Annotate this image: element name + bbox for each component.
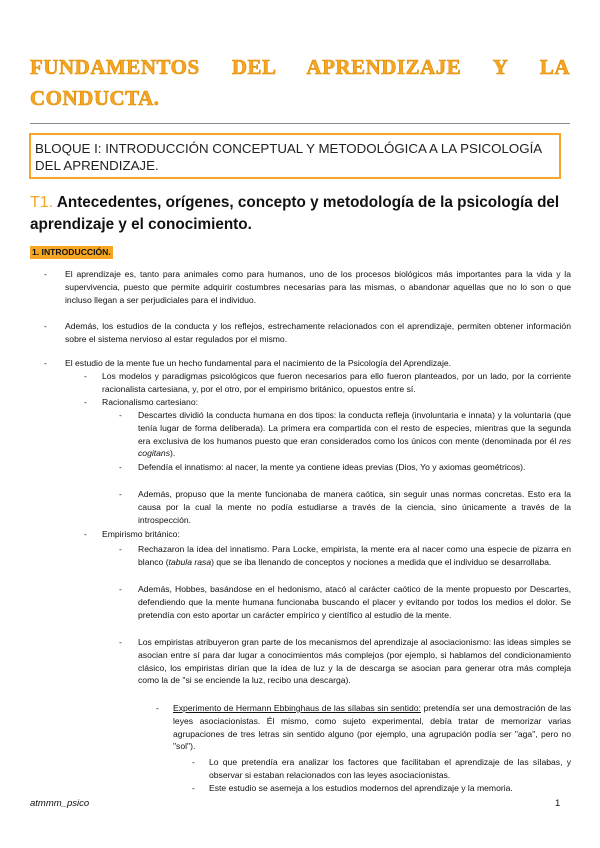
heading-empirismo: Empirismo británico:	[102, 529, 180, 539]
title-divider	[30, 123, 570, 124]
ebbinghaus-experiment-title: Experimento de Hermann Ebbinghaus de las sílabas sin sentido:	[173, 703, 421, 713]
title-line-1: FUNDAMENTOS DEL APRENDIZAJE Y LA	[30, 55, 570, 79]
dash-bullet: -	[156, 703, 159, 713]
paragraph-modelos: Los modelos y paradigmas psicológicos que fueron necesarios para ello fueron planteados, por un lado, por la corriente racionalista cartesiana, y, por el otro, por el empirismo británico, opuestos entre sí.	[102, 371, 571, 394]
paragraph-descartes	[138, 409, 571, 460]
topic-number: T1.	[30, 194, 54, 211]
res-cogitans-term: res cogitans	[138, 435, 571, 459]
dash-bullet: -	[192, 783, 195, 793]
paragraph-mente-caotica: Además, propuso que la mente funcionaba de manera caótica, sin seguir unas normas concretas. Esto era la causa por la cual la mente no podía estudiarse a través de la ciencia, sino únicamente a través de la introspección.	[138, 489, 571, 525]
dash-bullet: -	[84, 529, 87, 539]
tabula-rasa-term: tabula rasa	[168, 556, 212, 567]
paragraph-bullet-1: El aprendizaje es, tanto para animales como para humanos, uno de los procesos biológicos más importantes para la vida y la supervivencia, puesto que permite adquirir costumbres necesarias para las mismas, o abandonar aquellas que no lo son o que incluso llegan a ser perjudiciales para el individuo.	[65, 269, 571, 305]
dash-bullet: -	[44, 269, 47, 279]
paragraph-asociacionismo: Los empiristas atribuyeron gran parte de los mecanismos del aprendizaje al asociacionismo: las ideas simples se asocian entre sí para dar lugar a conocimientos más complejos (por ejemplo, si hablamos del condicionamiento clásico, los empiristas dirían que la idea de luz y la de descarga se asocian para generar otra más compleja como la de "si se enciende la luz, recibo una descarga).	[138, 637, 571, 686]
paragraph-innatismo: Defendía el innatismo: al nacer, la mente ya contiene ideas previas (Dios, Yo y axiomas geométricos).	[138, 462, 526, 472]
paragraph-factores: Lo que pretendía era analizar los factores que facilitaban el aprendizaje de las sílabas, y observar si estaban relacionados con las leyes asociacionistas.	[209, 757, 571, 780]
topic-heading	[30, 192, 575, 236]
paragraph-bullet-2: Además, los estudios de la conducta y los reflejos, estrechamente relacionados con el aprendizaje, permiten obtener información sobre el sistema nervioso al estar regulados por el mismo.	[65, 321, 571, 344]
paragraph-locke	[138, 543, 571, 569]
bloque-heading-box: BLOQUE I: INTRODUCCIÓN CONCEPTUAL Y METODOLÓGICA A LA PSICOLOGÍA DEL APRENDIZAJE.	[29, 133, 561, 179]
ebbinghaus-text: pretendía ser una demostración de las leyes asociacionistas. Él mismo, como sujeto experimental, debía tratar de memorizar varias agrupaciones de tres letras sin sentido alguno (por ejemplo, una agrupación podía ser "aga", pero no "sol").	[173, 703, 571, 752]
page-number: 1	[555, 798, 561, 809]
footer-author: atmmm_psico	[30, 798, 90, 809]
dash-bullet: -	[84, 371, 87, 381]
dash-bullet: -	[119, 489, 122, 499]
descartes-text-c: ).	[170, 448, 176, 459]
dash-bullet: -	[84, 397, 87, 407]
dash-bullet: -	[119, 637, 122, 647]
dash-bullet: -	[119, 544, 122, 554]
dash-bullet: -	[119, 462, 122, 472]
dash-bullet: -	[44, 321, 47, 331]
title-line-2: CONDUCTA.	[30, 86, 160, 110]
paragraph-ebbinghaus	[173, 702, 571, 753]
paragraph-estudio-moderno: Este estudio se asemeja a los estudios modernos del aprendizaje y la memoria.	[209, 783, 513, 793]
descartes-text-a: Descartes dividió la conducta humana en dos tipos: la conducta refleja (involuntaria e innata) y la voluntaria (que tenía lugar de forma deliberada). La primera era compartida con el resto de especies, mientras que la segunda era exclusiva de los humanos puesto que eran considerados como los únicos con mente (denominada por él	[138, 410, 571, 446]
document-title	[30, 52, 570, 114]
dash-bullet: -	[119, 410, 122, 420]
section-heading: 1. INTRODUCCIÓN.	[32, 247, 111, 257]
dash-bullet: -	[192, 757, 195, 767]
heading-racionalismo: Racionalismo cartesiano:	[102, 397, 199, 407]
locke-text-c: ) que se iba llenando de conceptos y nociones a medida que el individuo se desarrollaba.	[211, 556, 552, 567]
dash-bullet: -	[44, 358, 47, 368]
paragraph-bullet-3: El estudio de la mente fue un hecho fundamental para el nacimiento de la Psicología del Aprendizaje.	[65, 358, 452, 368]
topic-heading-text: Antecedentes, orígenes, concepto y metodología de la psicología del aprendizaje y el conocimiento.	[30, 194, 560, 233]
dash-bullet: -	[119, 584, 122, 594]
locke-text-a: Rechazaron la idea del innatismo. Para Locke, empirista, la mente era al nacer como una especie de pizarra en blanco (	[138, 544, 571, 567]
paragraph-hobbes: Además, Hobbes, basándose en el hedonismo, atacó al carácter caótico de la mente propuesto por Descartes, defendiendo que la mente humana funcionaba buscando el placer y evitando por todos los medios el dolor. Se pretendía con esto aportar un carácter empírico y científico al estudio de la mente.	[138, 584, 571, 620]
